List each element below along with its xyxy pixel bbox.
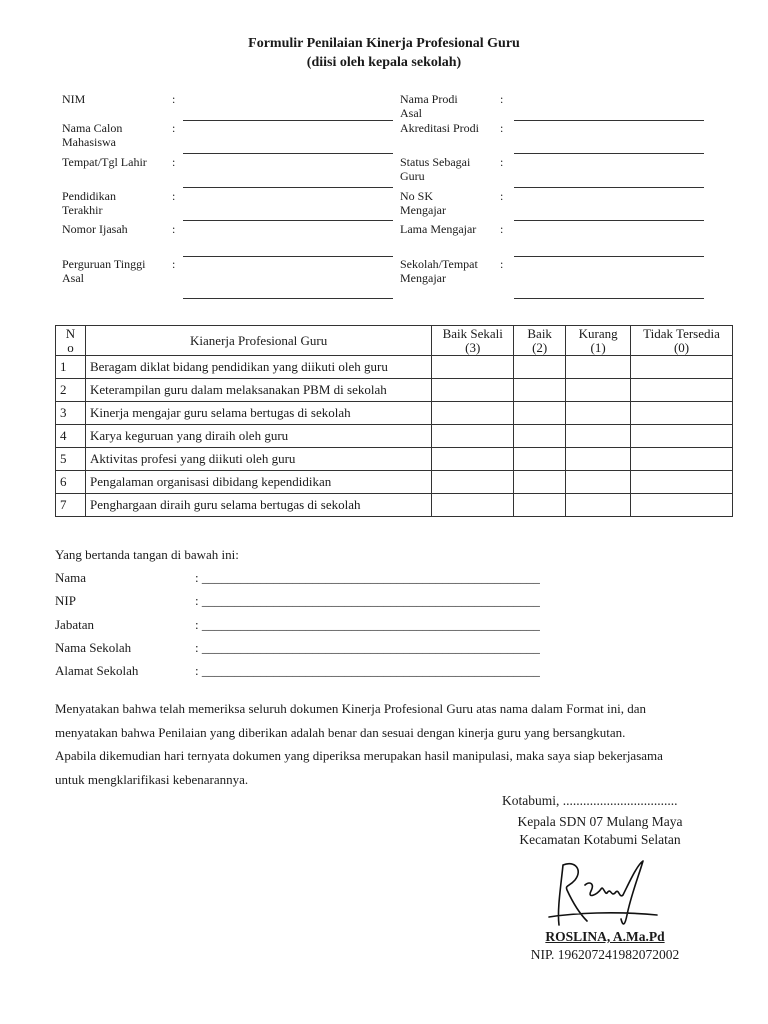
row-number: 6 (56, 471, 86, 494)
score-cell-tidak-tersedia[interactable] (631, 425, 733, 448)
header-tidak-tersedia: Tidak Tersedia (0) (631, 326, 733, 356)
field-label-nim: NIM (62, 92, 86, 106)
score-cell-kurang[interactable] (566, 471, 631, 494)
table-row (56, 402, 733, 425)
field-colon: : (500, 257, 504, 271)
score-cell-baik-sekali[interactable] (432, 448, 514, 471)
signer-label-jabatan: Jabatan (55, 617, 94, 632)
header-baik-sekali: Baik Sekali (3) (432, 326, 514, 356)
score-cell-baik[interactable] (514, 379, 566, 402)
score-cell-tidak-tersedia[interactable] (631, 379, 733, 402)
field-line-sekolah-tempat[interactable] (514, 298, 704, 299)
field-label-no-sk: No SK Mengajar (400, 189, 446, 217)
field-label-pendidikan: Pendidikan Terakhir (62, 189, 116, 217)
field-colon: : (172, 222, 176, 236)
row-criterion: Keterampilan guru dalam melaksanakan PBM di sekolah (85, 379, 431, 402)
signer-nip: NIP. 196207241982072002 (530, 947, 680, 962)
row-criterion: Karya keguruan yang diraih oleh guru (85, 425, 431, 448)
score-cell-kurang[interactable] (566, 356, 631, 379)
place-date: Kotabumi, .................................. (502, 793, 678, 808)
score-cell-baik[interactable] (514, 425, 566, 448)
row-number: 1 (56, 356, 86, 379)
field-colon: : (172, 257, 176, 271)
field-line-status-guru[interactable] (514, 187, 704, 188)
row-number: 3 (56, 402, 86, 425)
signer-label-alamat-sekolah: Alamat Sekolah (55, 663, 139, 678)
field-line-perguruan-tinggi[interactable] (183, 298, 393, 299)
statement-paragraph (55, 697, 735, 791)
field-colon: : (500, 189, 504, 203)
signer-label-nip: NIP (55, 593, 76, 608)
score-cell-baik[interactable] (514, 448, 566, 471)
score-cell-baik-sekali[interactable] (432, 425, 514, 448)
row-number: 2 (56, 379, 86, 402)
form-subtitle: (diisi oleh kepala sekolah) (306, 55, 462, 70)
field-colon: : (172, 155, 176, 169)
field-colon: : (172, 189, 176, 203)
score-cell-baik-sekali[interactable] (432, 356, 514, 379)
row-criterion: Aktivitas profesi yang diikuti oleh guru (85, 448, 431, 471)
field-line-tempat-tgl-lahir[interactable] (183, 187, 393, 188)
field-line-nomor-ijasah[interactable] (183, 256, 393, 257)
row-criterion: Penghargaan diraih guru selama bertugas di sekolah (85, 494, 431, 517)
header-baik: Baik (2) (514, 326, 566, 356)
field-label-status-guru: Status Sebagai Guru (400, 155, 471, 183)
signer-field-jabatan[interactable]: : ____________________________________________________ (195, 617, 540, 632)
row-number: 5 (56, 448, 86, 471)
signer-field-alamat-sekolah[interactable]: : ____________________________________________________ (195, 663, 540, 678)
header-no: N o (56, 326, 86, 356)
field-line-pendidikan[interactable] (183, 220, 393, 221)
header-kinerja: Kianerja Profesional Guru (85, 326, 431, 356)
score-cell-kurang[interactable] (566, 425, 631, 448)
signer-label-nama: Nama (55, 570, 87, 585)
score-cell-baik-sekali[interactable] (432, 471, 514, 494)
field-line-nim[interactable] (183, 120, 393, 121)
header-kurang: Kurang (1) (566, 326, 631, 356)
table-header-row (56, 326, 733, 356)
signer-name: ROSLINA, A.Ma.Pd (545, 929, 665, 944)
statement-line: Apabila dikemudian hari ternyata dokumen yang diperiksa merupakan hasil manipulasi, maka saya siap bekerjasama (55, 748, 663, 763)
score-cell-tidak-tersedia[interactable] (631, 356, 733, 379)
score-cell-kurang[interactable] (566, 448, 631, 471)
field-colon: : (500, 92, 504, 106)
statement-line: Menyatakan bahwa telah memeriksa seluruh dokumen Kinerja Profesional Guru atas nama dalam Format ini, dan (55, 701, 646, 716)
row-criterion: Beragam diklat bidang pendidikan yang diikuti oleh guru (85, 356, 431, 379)
signer-field-nip[interactable]: : ____________________________________________________ (195, 593, 540, 608)
field-line-akreditasi-prodi[interactable] (514, 153, 704, 154)
table-row (56, 471, 733, 494)
score-cell-kurang[interactable] (566, 379, 631, 402)
field-line-nama-calon[interactable] (183, 153, 393, 154)
signer-field-nama-sekolah[interactable]: : ____________________________________________________ (195, 640, 540, 655)
statement-line: untuk mengklarifikasi kebenarannya. (55, 771, 249, 787)
score-cell-baik[interactable] (514, 356, 566, 379)
field-label-perguruan-tinggi: Perguruan Tinggi Asal (62, 257, 146, 285)
field-line-no-sk[interactable] (514, 220, 704, 221)
field-line-lama-mengajar[interactable] (514, 256, 704, 257)
score-cell-tidak-tersedia[interactable] (631, 402, 733, 425)
field-colon: : (500, 121, 504, 135)
field-label-sekolah-tempat: Sekolah/Tempat Mengajar (400, 257, 478, 285)
table-row (56, 425, 733, 448)
field-colon: : (172, 92, 176, 106)
score-cell-baik-sekali[interactable] (432, 494, 514, 517)
table-row (56, 379, 733, 402)
signature-image (545, 855, 665, 935)
field-colon: : (172, 121, 176, 135)
table-row (56, 494, 733, 517)
score-cell-baik-sekali[interactable] (432, 402, 514, 425)
score-cell-baik[interactable] (514, 494, 566, 517)
field-label-tempat-tgl-lahir: Tempat/Tgl Lahir (62, 155, 147, 169)
signer-label-nama-sekolah: Nama Sekolah (55, 640, 132, 655)
row-number: 7 (56, 494, 86, 517)
score-cell-kurang[interactable] (566, 402, 631, 425)
score-cell-tidak-tersedia[interactable] (631, 471, 733, 494)
field-colon: : (500, 155, 504, 169)
table-row (56, 356, 733, 379)
field-label-lama-mengajar: Lama Mengajar (400, 222, 477, 236)
score-cell-baik[interactable] (514, 471, 566, 494)
score-cell-baik-sekali[interactable] (432, 379, 514, 402)
form-title: Formulir Penilaian Kinerja Profesional Guru (248, 36, 520, 51)
row-criterion: Pengalaman organisasi dibidang kependidikan (85, 471, 431, 494)
field-label-nama-calon: Nama Calon Mahasiswa (62, 121, 123, 149)
score-cell-tidak-tersedia[interactable] (631, 448, 733, 471)
row-criterion: Kinerja mengajar guru selama bertugas di sekolah (85, 402, 431, 425)
field-label-akreditasi-prodi: Akreditasi Prodi (400, 121, 479, 135)
assessment-table (55, 325, 733, 517)
field-line-nama-prodi[interactable] (514, 120, 704, 121)
score-cell-tidak-tersedia[interactable] (631, 494, 733, 517)
signer-field-nama[interactable]: : ____________________________________________________ (195, 570, 540, 585)
signer-intro: Yang bertanda tangan di bawah ini: (55, 547, 239, 562)
field-label-nama-prodi: Nama Prodi Asal (400, 92, 458, 120)
score-cell-kurang[interactable] (566, 494, 631, 517)
row-number: 4 (56, 425, 86, 448)
signer-position: Kepala SDN 07 Mulang Maya (517, 814, 683, 829)
statement-line: menyatakan bahwa Penilaian yang diberikan adalah benar dan sesuai dengan kinerja guru yang bersangkutan. (55, 724, 626, 740)
table-row (56, 448, 733, 471)
field-label-nomor-ijasah: Nomor Ijasah (62, 222, 128, 236)
field-colon: : (500, 222, 504, 236)
score-cell-baik[interactable] (514, 402, 566, 425)
signer-district: Kecamatan Kotabumi Selatan (519, 832, 681, 847)
